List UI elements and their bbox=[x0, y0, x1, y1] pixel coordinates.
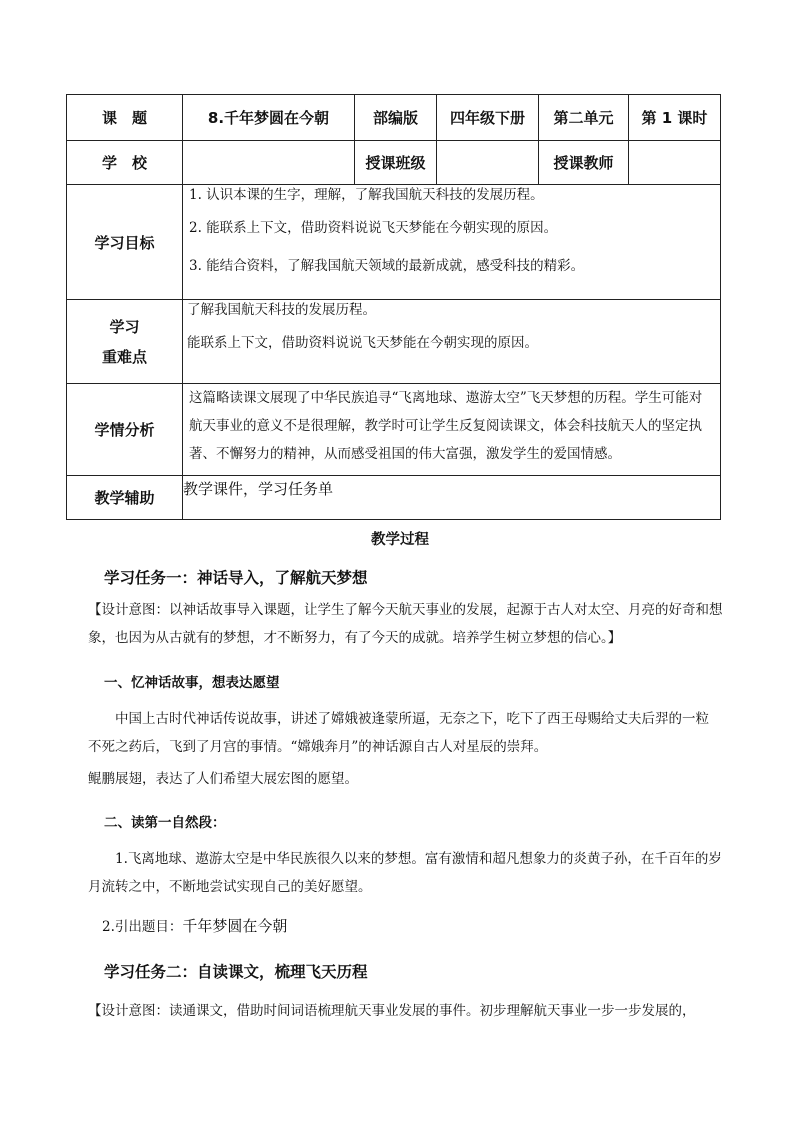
lesson-info-table bbox=[66, 94, 721, 520]
process-title: 教学过程 bbox=[371, 532, 429, 548]
class-value bbox=[437, 141, 539, 185]
task2-intent: 【设计意图：读通课文，借助时间词语梳理航天事业发展的事件。初步理解航天事业一步一步发展的， bbox=[88, 1003, 696, 1019]
difficulty-item: 了解我国航天科技的发展历程。 bbox=[187, 302, 376, 318]
difficulty-cell bbox=[183, 300, 721, 384]
row-lesson bbox=[67, 95, 721, 141]
label-lesson: 课 题 bbox=[67, 95, 183, 141]
unit: 第二单元 bbox=[539, 95, 629, 141]
task1-sub2-text2-prefix: 2.引出题目： bbox=[102, 919, 183, 935]
task1-sub2-text1: 1.飞离地球、遨游太空是中华民族很久以来的梦想。富有激情和超凡想象力的炎黄子孙，在千百年的岁月流转之中，不断地尝试实现自己的美好愿望。 bbox=[88, 851, 722, 895]
label-aux: 教学辅助 bbox=[67, 476, 183, 520]
task1-sub2-heading: 二、读第一自然段： bbox=[104, 815, 226, 831]
row-goals bbox=[67, 185, 721, 300]
task1-heading: 学习任务一：神话导入，了解航天梦想 bbox=[104, 569, 368, 587]
row-aux bbox=[67, 476, 721, 520]
difficulty-item: 能联系上下文，借助资料说说飞天梦能在今朝实现的原因。 bbox=[187, 335, 538, 351]
task1-sub2-text2 bbox=[102, 915, 287, 936]
teacher-value bbox=[629, 141, 721, 185]
row-analysis bbox=[67, 384, 721, 476]
goal-item: 3. 能结合资料，了解我国航天领域的最新成就，感受科技的精彩。 bbox=[189, 258, 585, 274]
lesson-title: 8.千年梦圆在今朝 bbox=[183, 95, 355, 141]
school-value bbox=[183, 141, 355, 185]
task1-sub2-text2-title: 千年梦圆在今朝 bbox=[182, 917, 288, 935]
task1-intent: 【设计意图：以神话故事导入课题，让学生了解今天航天事业的发展，起源于古人对太空、月亮的好奇和想象，也因为从古就有的梦想，才不断努力，有了今天的成就。培养学生树立梦想的信心。】 bbox=[88, 602, 723, 646]
label-analysis: 学情分析 bbox=[67, 384, 183, 476]
task1-sub1-text: 中国上古时代神话传说故事，讲述了嫦娥被逢蒙所逼，无奈之下，吃下了西王母赐给丈夫后羿的一粒不死之药后，飞到了月宫的事情。“嫦娥奔月”的神话源自古人对星辰的崇拜。 bbox=[88, 711, 709, 755]
task2-heading: 学习任务二：自读课文，梳理飞天历程 bbox=[104, 963, 368, 981]
period: 第 1 课时 bbox=[629, 95, 721, 141]
label-teacher: 授课教师 bbox=[539, 141, 629, 185]
label-difficulty bbox=[67, 300, 183, 384]
task1-sub1-text2: 鲲鹏展翅，表达了人们希望大展宏图的愿望。 bbox=[88, 771, 358, 787]
label-difficulty-line1: 学习 bbox=[109, 317, 140, 336]
label-class: 授课班级 bbox=[355, 141, 437, 185]
aux-text: 教学课件，学习任务单 bbox=[183, 476, 721, 520]
row-school bbox=[67, 141, 721, 185]
goal-item: 1. 认识本课的生字，理解，了解我国航天科技的发展历程。 bbox=[189, 187, 544, 203]
label-school: 学 校 bbox=[67, 141, 183, 185]
grade: 四年级下册 bbox=[437, 95, 539, 141]
goals-cell bbox=[183, 185, 721, 300]
row-difficulty bbox=[67, 300, 721, 384]
task1-sub1-heading: 一、忆神话故事，想表达愿望 bbox=[104, 675, 280, 691]
goal-item: 2. 能联系上下文，借助资料说说飞天梦能在今朝实现的原因。 bbox=[189, 220, 558, 236]
edition: 部编版 bbox=[355, 95, 437, 141]
label-difficulty-line2: 重难点 bbox=[101, 347, 147, 366]
analysis-text: 这篇略读课文展现了中华民族追寻“飞离地球、遨游太空”飞天梦想的历程。学生可能对航天事业的意义不是很理解，教学时可让学生反复阅读课文，体会科技航天人的坚定执著、不懈努力的精神，从而感受祖国的伟大富强，激发学生的爱国情感。 bbox=[189, 390, 703, 462]
analysis-cell bbox=[183, 384, 721, 476]
label-goals: 学习目标 bbox=[67, 185, 183, 300]
